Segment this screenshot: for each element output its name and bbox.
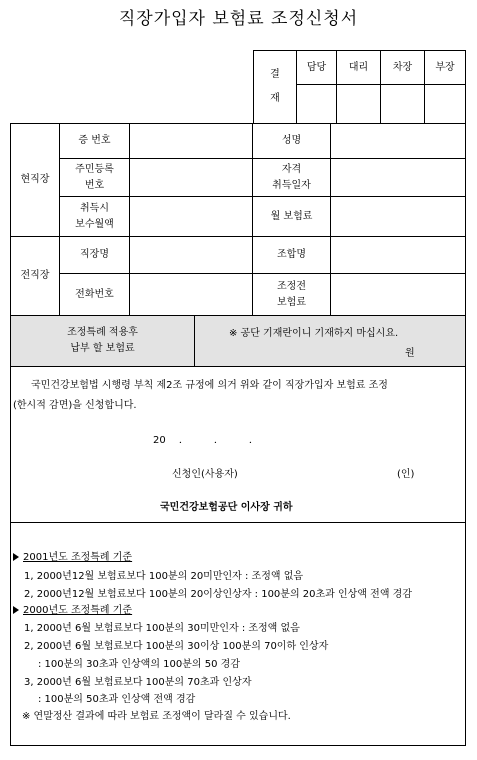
name-field[interactable]	[330, 123, 466, 159]
recipient: 국민건강보험공단 이사장 귀하	[160, 502, 293, 513]
resident-no-label-line2: 번호	[84, 179, 105, 191]
criteria-2001-title: 2001년도 조정특례 기준	[23, 552, 133, 563]
approval-label-line1: 결	[270, 69, 280, 80]
application-date[interactable]: 20 ． ． ．	[153, 435, 259, 446]
criteria-2000-title: 2000년도 조정특례 기준	[23, 605, 133, 616]
criteria-2001-item-1: 1, 2000년12월 보험료보다 100분의 20미만인자 : 조정액 없음	[24, 571, 304, 582]
approval-label-line2: 재	[270, 93, 280, 104]
criteria-footnote: ※ 연말정산 결과에 따라 보험료 조정액이 달라질 수 있습니다.	[22, 711, 291, 722]
monthly-pay-label-line1: 취득시	[80, 202, 109, 214]
qualification-date-label	[252, 158, 331, 197]
approval-role-assistant: 대리	[336, 50, 381, 85]
statement-line1: 국민건강보험법 시행령 부칙 제2조 규정에 의거 위와 같이 직장가입자 보험료 조정	[31, 380, 388, 391]
union-name-label: 조합명	[252, 236, 331, 274]
criteria-2001-heading	[13, 548, 132, 563]
insurance-no-field[interactable]	[129, 123, 253, 159]
office-use-note: ※ 공단 기재란이니 기재하지 마십시요.	[229, 328, 399, 339]
pre-adjust-premium-field[interactable]	[330, 273, 466, 316]
pre-adjust-premium-label-line1: 조정전	[277, 280, 306, 292]
triangle-bullet-icon	[13, 553, 19, 561]
special-premium-label-line1: 조정특례 적용후	[67, 327, 138, 338]
workplace-name-label: 직장명	[59, 236, 130, 274]
phone-field[interactable]	[129, 273, 253, 316]
qualification-date-label-line1: 자격	[281, 163, 302, 175]
approval-role-deputy: 차장	[380, 50, 425, 85]
approval-sign-staff[interactable]	[296, 84, 337, 124]
special-premium-label	[10, 315, 195, 367]
qualification-date-label-line2: 취득일자	[272, 179, 311, 191]
approval-sign-assistant[interactable]	[336, 84, 381, 124]
special-premium-label-line2: 납부 할 보험료	[70, 343, 135, 354]
special-premium-field	[194, 315, 466, 367]
monthly-pay-label	[59, 196, 130, 237]
monthly-premium-field[interactable]	[330, 196, 466, 237]
section-current-workplace: 현직장	[10, 123, 60, 237]
monthly-premium-label: 월 보험료	[252, 196, 331, 237]
qualification-date-field[interactable]	[330, 158, 466, 197]
section-divider	[10, 522, 466, 523]
resident-no-field[interactable]	[129, 158, 253, 197]
criteria-2000-heading	[13, 601, 132, 616]
applicant-label: 신청인(사용자)	[172, 469, 238, 480]
workplace-name-field[interactable]	[129, 236, 253, 274]
won-unit: 원	[405, 348, 415, 359]
document-title: 직장가입자 보험료 조정신청서	[118, 9, 359, 29]
resident-no-label-line1: 주민등록	[75, 163, 114, 175]
monthly-pay-field[interactable]	[129, 196, 253, 237]
approval-role-manager: 부장	[424, 50, 466, 85]
criteria-2000-item-3: 3, 2000년 6월 보험료보다 100분의 70초과 인상자	[24, 677, 252, 688]
criteria-2000-item-2-detail: : 100분의 30초과 인상액의 100분의 50 경감	[38, 659, 240, 670]
resident-no-label	[59, 158, 130, 197]
triangle-bullet-icon	[13, 606, 19, 614]
seal-mark: (인)	[397, 469, 415, 480]
pre-adjust-premium-label	[252, 273, 331, 316]
criteria-2000-item-1: 1, 2000년 6월 보험료보다 100분의 30미만인자 : 조정액 없음	[24, 623, 300, 634]
phone-label: 전화번호	[59, 273, 130, 316]
criteria-2001-item-2: 2, 2000년12월 보험료보다 100분의 20이상인상자 : 100분의 20초과 인상액 전액 경감	[24, 589, 412, 600]
approval-label	[253, 50, 297, 124]
approval-role-staff: 담당	[296, 50, 337, 85]
criteria-2000-item-3-detail: : 100분의 50초과 인상액 전액 경감	[38, 694, 196, 705]
union-name-field[interactable]	[330, 236, 466, 274]
section-previous-workplace: 전직장	[10, 236, 60, 316]
name-label: 성명	[252, 123, 331, 159]
monthly-pay-label-line2: 보수월액	[75, 218, 114, 230]
insurance-no-label: 증 번호	[59, 123, 130, 159]
approval-sign-manager[interactable]	[424, 84, 466, 124]
pre-adjust-premium-label-line2: 보험료	[277, 296, 306, 308]
approval-sign-deputy[interactable]	[380, 84, 425, 124]
statement-line2: (한시적 감면)을 신청합니다.	[13, 400, 137, 411]
criteria-2000-item-2: 2, 2000년 6월 보험료보다 100분의 30이상 100분의 70이하 인상자	[24, 641, 329, 652]
